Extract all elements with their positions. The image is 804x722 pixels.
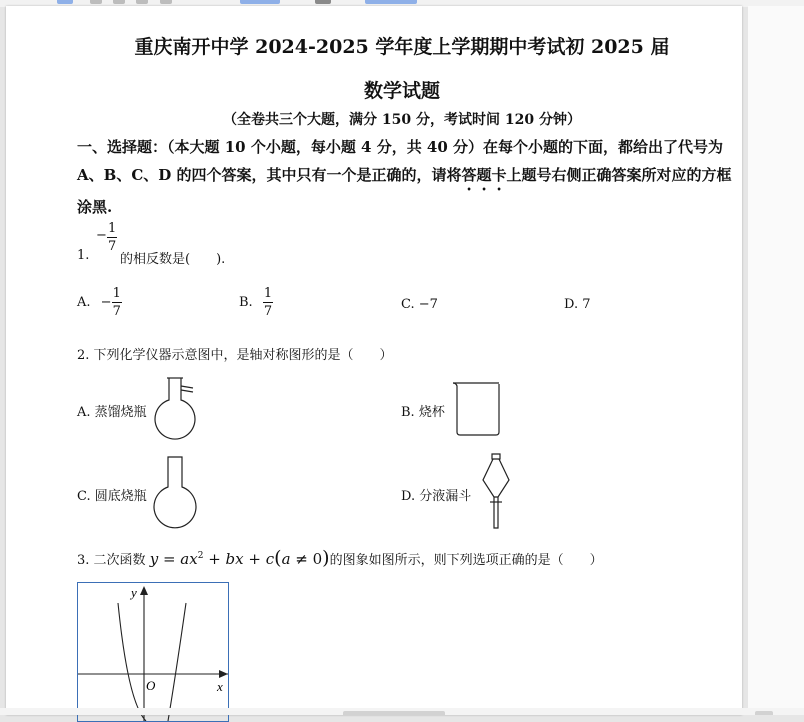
option-d: D. 7	[564, 297, 591, 312]
question-text: 的相反数是( ).	[120, 252, 226, 267]
emphasized-text: 答题卡	[461, 165, 507, 184]
option-a-label: A. 蒸馏烧瓶	[77, 405, 147, 420]
toolbar-button[interactable]	[240, 0, 280, 4]
page-nav-control[interactable]	[343, 711, 445, 715]
toolbar-button[interactable]	[113, 0, 125, 4]
toolbar-button[interactable]	[57, 0, 73, 4]
question-3: 3. 二次函数 $y = ax^2$ + bx + c(a ≠ 0)的图象如图所示，则下列选项正确的是（ ）	[77, 547, 603, 569]
option-b-label: B. 烧杯	[401, 405, 445, 420]
y-axis-label: y	[131, 585, 137, 600]
x-axis-arrow	[219, 670, 228, 678]
origin-label: O	[146, 678, 156, 693]
page-title: 重庆南开中学 2024-2025 学年度上学期期中考试初 2025 届	[134, 36, 670, 58]
question-1	[77, 222, 377, 268]
zoom-control[interactable]	[755, 711, 773, 715]
toolbar-button[interactable]	[160, 0, 172, 4]
option-d-label: D. 分液漏斗	[401, 489, 472, 504]
toolbar-button[interactable]	[136, 0, 148, 4]
round-bottom-flask-figure	[152, 454, 198, 530]
option-c: C. −7	[401, 297, 438, 312]
question-number: 1.	[77, 248, 90, 263]
toolbar-button[interactable]	[315, 0, 331, 4]
parabola-graph	[78, 583, 228, 721]
x-axis-label: x	[217, 679, 223, 694]
option-c-label: C. 圆底烧瓶	[77, 489, 147, 504]
parabola-curve	[118, 603, 186, 721]
fraction: $\frac{1}{7}$	[108, 221, 117, 254]
option-a: A. − $\frac{1}{7}$	[77, 286, 121, 319]
question-2: 2. 下列化学仪器示意图中，是轴对称图形的是（ ）	[77, 348, 393, 363]
toolbar-button[interactable]	[90, 0, 102, 4]
toolbar-button[interactable]	[365, 0, 417, 4]
y-axis-arrow	[140, 586, 148, 595]
option-b: B. $\frac{1}{7}$	[239, 286, 273, 319]
page-subtitle-title: 数学试题	[363, 80, 440, 102]
distillation-flask-figure	[152, 372, 198, 444]
exam-info: （全卷共三个大题，满分 150 分，考试时间 120 分钟）	[223, 112, 581, 128]
beaker-figure	[451, 380, 503, 438]
minus-sign: −	[96, 228, 107, 243]
graph-frame	[77, 582, 229, 722]
section-instructions: 一、选择题：（本大题 10 个小题，每小题 4 分，共 40 分）在每个小题的下面，都给出了代号为 A、B、C、D 的四个答案，其中只有一个是正确的，请将答题卡上题号右侧正确答案所对应的方框涂黑.	[77, 138, 732, 216]
separatory-funnel-figure	[479, 452, 513, 530]
